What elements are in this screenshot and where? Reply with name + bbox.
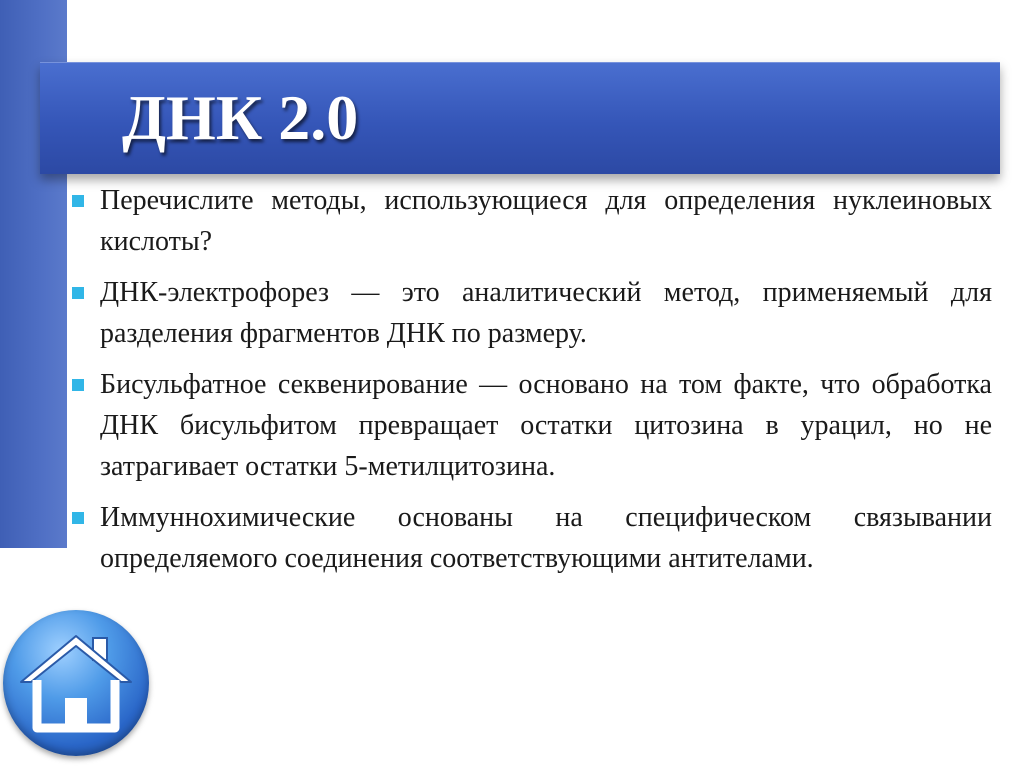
bullet-marker xyxy=(72,195,84,207)
home-icon xyxy=(3,610,149,756)
bullet-text: Бисульфатное секвенирование — основано на том факте, что обработка ДНК бисульфитом превращает остатки цитозина в урацил, но не затрагивает остатки 5-метилцитозина. xyxy=(100,369,992,482)
bullet-marker xyxy=(72,379,84,391)
bullet-list xyxy=(100,180,992,589)
slide-title: ДНК 2.0 xyxy=(122,82,359,153)
bullet-item xyxy=(100,364,992,487)
bullet-item xyxy=(100,180,992,262)
bullet-text: Перечислите методы, использующиеся для определения нуклеиновых кислоты? xyxy=(100,185,992,257)
bullet-marker xyxy=(72,512,84,524)
bullet-item xyxy=(100,497,992,579)
home-button[interactable] xyxy=(3,610,149,756)
bullet-marker xyxy=(72,287,84,299)
title-banner xyxy=(40,62,1000,174)
bullet-text: ДНК-электрофорез — это аналитический метод, применяемый для разделения фрагментов ДНК по размеру. xyxy=(100,277,992,349)
bullet-text: Иммуннохимические основаны на специфическом связывании определяемого соединения соответствующими антителами. xyxy=(100,502,992,574)
bullet-item xyxy=(100,272,992,354)
